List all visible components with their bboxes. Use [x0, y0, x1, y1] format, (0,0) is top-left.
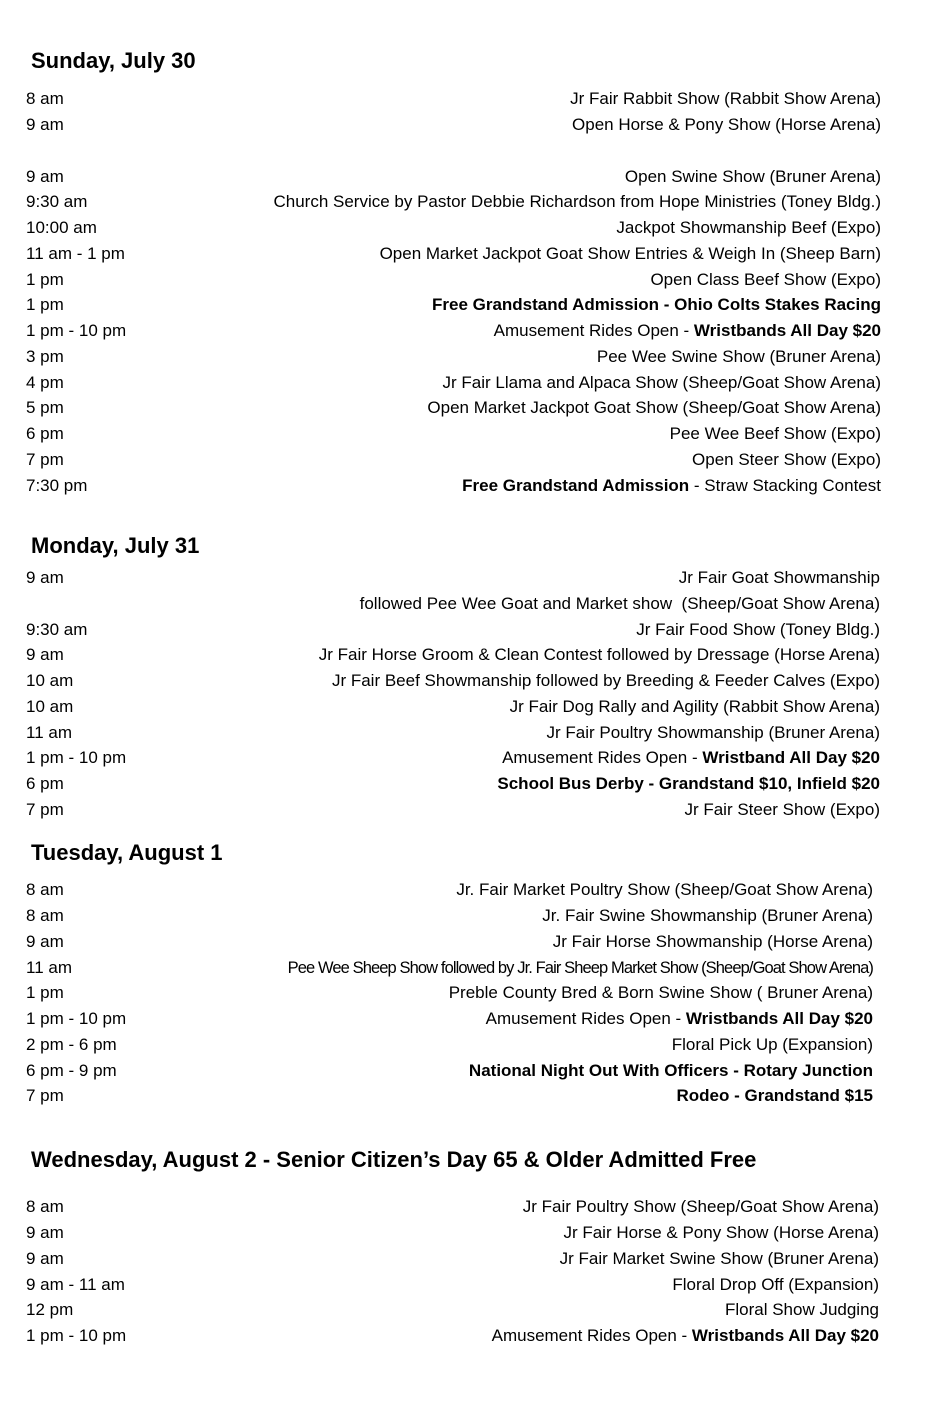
- schedule-row: [26, 241, 881, 267]
- event-highlight: Wristband All Day $20: [702, 748, 880, 767]
- event-time: 4 pm: [26, 373, 64, 392]
- event-description: Jr Fair Market Swine Show (Bruner Arena): [559, 1249, 879, 1268]
- event-description: Jr Fair Poultry Show (Sheep/Goat Show Arena): [522, 1197, 879, 1216]
- event-time: 12 pm: [26, 1300, 74, 1319]
- event-time: 1 pm: [26, 295, 64, 314]
- day-heading-sunday: Sunday, July 30: [31, 48, 196, 73]
- day-heading-monday: Monday, July 31: [31, 533, 200, 558]
- event-time: 9 am: [26, 568, 64, 587]
- schedule-row: [26, 1323, 879, 1349]
- event-time: 6 pm: [26, 424, 64, 443]
- schedule-row: [26, 668, 880, 694]
- schedule-row: [26, 1297, 879, 1323]
- event-time: 7 pm: [26, 450, 64, 469]
- event-time: 9 am: [26, 1223, 64, 1242]
- event-text: Amusement Rides Open -: [493, 321, 694, 340]
- event-description: Open Horse & Pony Show (Horse Arena): [572, 115, 881, 134]
- schedule-row: [26, 395, 881, 421]
- day-heading-wednesday: Wednesday, August 2 - Senior Citizen’s Day 65 & Older Admitted Free: [31, 1147, 757, 1172]
- event-time: 1 pm - 10 pm: [26, 321, 127, 340]
- schedule-row: [26, 1194, 879, 1220]
- event-description: Open Market Jackpot Goat Show (Sheep/Goat Show Arena): [427, 398, 881, 417]
- schedule-row: [26, 318, 881, 344]
- event-text: Amusement Rides Open -: [502, 748, 703, 767]
- event-description: Preble County Bred & Born Swine Show ( Bruner Arena): [448, 983, 873, 1002]
- schedule-row: [26, 980, 873, 1006]
- event-description: Jr Fair Poultry Showmanship (Bruner Arena): [546, 723, 880, 742]
- schedule-row: [26, 1058, 873, 1084]
- event-time: 1 pm - 10 pm: [26, 1009, 127, 1028]
- event-time: 11 am: [26, 958, 72, 977]
- event-description: Jr Fair Dog Rally and Agility (Rabbit Show Arena): [509, 697, 880, 716]
- event-description: Jr Fair Goat Showmanship: [678, 568, 880, 587]
- event-description: followed Pee Wee Goat and Market show (Sheep/Goat Show Arena): [359, 594, 880, 613]
- schedule-row: [26, 642, 880, 668]
- schedule-row: [26, 617, 880, 643]
- schedule-row: [26, 1006, 873, 1032]
- event-description: Pee Wee Beef Show (Expo): [669, 424, 881, 443]
- schedule-row: [26, 421, 881, 447]
- schedule-row: [26, 1272, 879, 1298]
- event-time: 7:30 pm: [26, 476, 88, 495]
- schedule-row: [26, 447, 881, 473]
- event-highlight: Wristbands All Day $20: [691, 1326, 879, 1345]
- day-heading-tuesday: Tuesday, August 1: [31, 840, 223, 865]
- event-description: Jr Fair Steer Show (Expo): [684, 800, 880, 819]
- schedule-row: [26, 292, 881, 318]
- schedule-row: [26, 267, 881, 293]
- event-time: 1 pm - 10 pm: [26, 748, 127, 767]
- event-time: 10 am: [26, 671, 74, 690]
- schedule-row: [26, 591, 880, 617]
- schedule-row: [26, 1220, 879, 1246]
- event-time: 11 am: [26, 723, 72, 742]
- schedule-row: [26, 112, 881, 138]
- schedule-row: [26, 164, 881, 190]
- schedule-row: [26, 86, 881, 112]
- event-time: 8 am: [26, 906, 64, 925]
- schedule-row: [26, 473, 881, 499]
- schedule-row: [26, 1246, 879, 1272]
- event-description: Jr Fair Beef Showmanship followed by Breeding & Feeder Calves (Expo): [331, 671, 880, 690]
- event-description: Open Market Jackpot Goat Show Entries & Weigh In (Sheep Barn): [379, 244, 881, 263]
- schedule-row: [26, 565, 880, 591]
- schedule-row: [26, 215, 881, 241]
- schedule-row: [26, 344, 881, 370]
- event-description: Open Class Beef Show (Expo): [650, 270, 881, 289]
- schedule-row: [26, 955, 873, 981]
- event-highlight: Free Grandstand Admission: [462, 476, 690, 495]
- schedule-row: [26, 1032, 873, 1058]
- event-description: Floral Drop Off (Expansion): [672, 1275, 879, 1294]
- event-description: [502, 745, 880, 771]
- event-description: [494, 318, 881, 344]
- event-time: 9 am: [26, 645, 64, 664]
- event-time: 9:30 am: [26, 192, 88, 211]
- event-time: 9 am: [26, 167, 64, 186]
- event-time: 9 am: [26, 1249, 64, 1268]
- event-time: 7 pm: [26, 1086, 64, 1105]
- event-description: Jr Fair Llama and Alpaca Show (Sheep/Goat Show Arena): [442, 373, 881, 392]
- event-description: [492, 1323, 879, 1349]
- schedule-row: [26, 1083, 873, 1109]
- schedule-row: [26, 370, 881, 396]
- event-description: Pee Wee Sheep Show followed by Jr. Fair Sheep Market Show (Sheep/Goat Show Arena): [287, 959, 873, 977]
- event-time: 3 pm: [26, 347, 64, 366]
- event-description: Jackpot Showmanship Beef (Expo): [616, 218, 881, 237]
- event-description: Jr Fair Horse Groom & Clean Contest followed by Dressage (Horse Arena): [318, 645, 880, 664]
- schedule-row: [26, 797, 880, 823]
- schedule-row: [26, 189, 881, 215]
- event-time: 9 am: [26, 932, 64, 951]
- event-description: Jr Fair Horse Showmanship (Horse Arena): [552, 932, 873, 951]
- event-description: Floral Pick Up (Expansion): [671, 1035, 873, 1054]
- schedule-row: [26, 877, 873, 903]
- event-description: Jr. Fair Swine Showmanship (Bruner Arena): [542, 906, 873, 925]
- event-description: National Night Out With Officers - Rotary Junction: [468, 1061, 873, 1080]
- schedule-row: [26, 929, 873, 955]
- event-time: 10:00 am: [26, 218, 97, 237]
- event-description: Pee Wee Swine Show (Bruner Arena): [596, 347, 881, 366]
- event-time: 6 pm: [26, 774, 64, 793]
- event-time: 1 pm - 10 pm: [26, 1326, 127, 1345]
- event-time: 9 am - 11 am: [26, 1275, 125, 1294]
- event-time: 8 am: [26, 880, 64, 899]
- event-description: Jr Fair Food Show (Toney Bldg.): [636, 620, 880, 639]
- event-time: 11 am - 1 pm: [26, 244, 125, 263]
- event-description: Jr. Fair Market Poultry Show (Sheep/Goat Show Arena): [456, 880, 873, 899]
- schedule-row: [26, 771, 880, 797]
- event-description: [462, 473, 881, 499]
- event-description: Jr Fair Horse & Pony Show (Horse Arena): [563, 1223, 879, 1242]
- event-description: School Bus Derby - Grandstand $10, Infield $20: [497, 774, 880, 793]
- event-time: 1 pm: [26, 983, 64, 1002]
- event-time: 6 pm - 9 pm: [26, 1061, 117, 1080]
- event-description: Open Swine Show (Bruner Arena): [624, 167, 881, 186]
- event-description: Church Service by Pastor Debbie Richardson from Hope Ministries (Toney Bldg.): [273, 192, 881, 211]
- event-time: 8 am: [26, 89, 64, 108]
- schedule-row: [26, 903, 873, 929]
- schedule-row: [26, 745, 880, 771]
- event-highlight: Wristbands All Day $20: [685, 1009, 873, 1028]
- event-description: Open Steer Show (Expo): [692, 450, 881, 469]
- event-time: 8 am: [26, 1197, 64, 1216]
- schedule-row: [26, 694, 880, 720]
- event-time: 5 pm: [26, 398, 64, 417]
- event-description: [486, 1006, 873, 1032]
- event-highlight: Wristbands All Day $20: [693, 321, 881, 340]
- schedule-row: [26, 720, 880, 746]
- event-time: 1 pm: [26, 270, 64, 289]
- event-text: - Straw Stacking Contest: [689, 476, 881, 495]
- event-description: Rodeo - Grandstand $15: [676, 1086, 873, 1105]
- event-time: 2 pm - 6 pm: [26, 1035, 117, 1054]
- event-time: 9:30 am: [26, 620, 88, 639]
- event-time: 10 am: [26, 697, 74, 716]
- event-description: Floral Show Judging: [724, 1300, 879, 1319]
- event-time: 9 am: [26, 115, 64, 134]
- event-text: Amusement Rides Open -: [491, 1326, 692, 1345]
- event-text: Amusement Rides Open -: [485, 1009, 686, 1028]
- event-description: Free Grandstand Admission - Ohio Colts Stakes Racing: [431, 295, 881, 314]
- event-description: Jr Fair Rabbit Show (Rabbit Show Arena): [570, 89, 881, 108]
- event-time: 7 pm: [26, 800, 64, 819]
